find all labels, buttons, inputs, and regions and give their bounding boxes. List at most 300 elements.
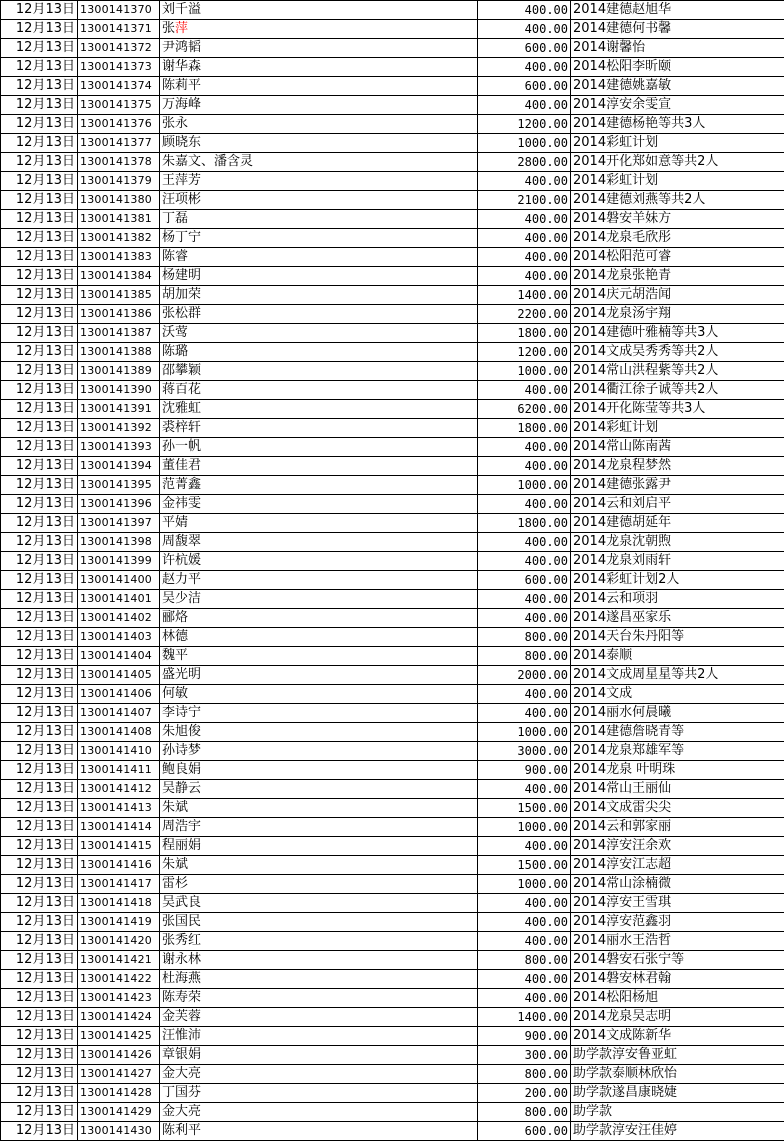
table-row	[1, 951, 784, 970]
table-row	[1, 723, 784, 742]
amount-cell: 400.00	[478, 20, 571, 39]
table-row	[1, 704, 784, 723]
table-row	[1, 381, 784, 400]
table-row	[1, 1046, 784, 1065]
receipt-number-cell: 1300141380	[78, 191, 160, 210]
receipt-number-cell: 1300141400	[78, 571, 160, 590]
note-cell: 2014庆元胡浩闻	[571, 286, 784, 305]
table-row	[1, 495, 784, 514]
amount-cell: 600.00	[478, 571, 571, 590]
note-cell: 2014龙泉张艳青	[571, 267, 784, 286]
note-cell: 2014建德何书馨	[571, 20, 784, 39]
receipt-number-cell: 1300141384	[78, 267, 160, 286]
receipt-number-cell: 1300141381	[78, 210, 160, 229]
amount-cell: 400.00	[478, 495, 571, 514]
note-cell: 2014淳安余雯宣	[571, 96, 784, 115]
note-cell: 2014天台朱丹阳等	[571, 628, 784, 647]
donor-name-cell: 张松群	[160, 305, 478, 324]
date-cell: 12月13日	[1, 856, 78, 875]
note-cell: 2014彩虹计划	[571, 134, 784, 153]
date-cell: 12月13日	[1, 267, 78, 286]
amount-cell: 600.00	[478, 1122, 571, 1141]
date-cell: 12月13日	[1, 571, 78, 590]
table-row	[1, 305, 784, 324]
receipt-number-cell: 1300141426	[78, 1046, 160, 1065]
table-row	[1, 894, 784, 913]
table-row	[1, 476, 784, 495]
note-cell: 2014建德杨艳等共3人	[571, 115, 784, 134]
note-cell: 2014常山陈南茜	[571, 438, 784, 457]
date-cell: 12月13日	[1, 20, 78, 39]
note-cell: 2014泰顺	[571, 647, 784, 666]
note-cell: 2014龙泉吴志明	[571, 1008, 784, 1027]
donor-name-cell: 章银娟	[160, 1046, 478, 1065]
note-cell: 2014常山涂楠微	[571, 875, 784, 894]
note-cell: 2014开化郑如意等共2人	[571, 153, 784, 172]
receipt-number-cell: 1300141422	[78, 970, 160, 989]
receipt-number-cell: 1300141405	[78, 666, 160, 685]
amount-cell: 400.00	[478, 267, 571, 286]
receipt-number-cell: 1300141428	[78, 1084, 160, 1103]
donor-name-cell: 刘千溢	[160, 1, 478, 20]
donor-name-text: 张	[162, 21, 176, 36]
donor-name-cell: 丁磊	[160, 210, 478, 229]
donor-name-cell: 陈睿	[160, 248, 478, 267]
date-cell: 12月13日	[1, 305, 78, 324]
amount-cell: 400.00	[478, 590, 571, 609]
note-cell: 2014淳安范鑫羽	[571, 913, 784, 932]
amount-cell: 400.00	[478, 894, 571, 913]
table-row	[1, 286, 784, 305]
donor-name-cell: 范菁鑫	[160, 476, 478, 495]
amount-cell: 400.00	[478, 533, 571, 552]
note-cell: 助学款	[571, 1103, 784, 1122]
amount-cell: 1400.00	[478, 286, 571, 305]
donor-name-cell: 裘梓轩	[160, 419, 478, 438]
table-row	[1, 419, 784, 438]
table-row	[1, 571, 784, 590]
date-cell: 12月13日	[1, 533, 78, 552]
amount-cell: 1800.00	[478, 419, 571, 438]
receipt-number-cell: 1300141399	[78, 552, 160, 571]
amount-cell: 400.00	[478, 457, 571, 476]
donor-name-cell: 陈寿荣	[160, 989, 478, 1008]
date-cell: 12月13日	[1, 704, 78, 723]
date-cell: 12月13日	[1, 970, 78, 989]
amount-cell: 2200.00	[478, 305, 571, 324]
date-cell: 12月13日	[1, 837, 78, 856]
amount-cell: 1200.00	[478, 115, 571, 134]
amount-cell: 6200.00	[478, 400, 571, 419]
date-cell: 12月13日	[1, 913, 78, 932]
table-row	[1, 742, 784, 761]
date-cell: 12月13日	[1, 761, 78, 780]
date-cell: 12月13日	[1, 723, 78, 742]
note-cell: 2014松阳范可睿	[571, 248, 784, 267]
table-row	[1, 229, 784, 248]
donor-name-cell: 何敏	[160, 685, 478, 704]
table-row	[1, 989, 784, 1008]
date-cell: 12月13日	[1, 780, 78, 799]
table-row	[1, 761, 784, 780]
table-row	[1, 1065, 784, 1084]
note-cell: 2014龙泉毛欣彤	[571, 229, 784, 248]
receipt-number-cell: 1300141377	[78, 134, 160, 153]
donor-name-cell: 金祎雯	[160, 495, 478, 514]
amount-cell: 400.00	[478, 96, 571, 115]
date-cell: 12月13日	[1, 514, 78, 533]
receipt-number-cell: 1300141389	[78, 362, 160, 381]
donor-name-cell: 朱斌	[160, 856, 478, 875]
amount-cell: 2800.00	[478, 153, 571, 172]
amount-cell: 400.00	[478, 438, 571, 457]
table-row	[1, 590, 784, 609]
note-cell: 2014建德叶雅楠等共3人	[571, 324, 784, 343]
date-cell: 12月13日	[1, 590, 78, 609]
receipt-number-cell: 1300141410	[78, 742, 160, 761]
amount-cell: 900.00	[478, 1027, 571, 1046]
donor-name-cell: 汪惟沛	[160, 1027, 478, 1046]
receipt-number-cell: 1300141382	[78, 229, 160, 248]
table-row	[1, 552, 784, 571]
donor-name-cell: 李诗宁	[160, 704, 478, 723]
amount-cell: 200.00	[478, 1084, 571, 1103]
date-cell: 12月13日	[1, 438, 78, 457]
receipt-number-cell: 1300141411	[78, 761, 160, 780]
receipt-number-cell: 1300141390	[78, 381, 160, 400]
table-row	[1, 267, 784, 286]
donation-table-body	[1, 1, 784, 1141]
table-row	[1, 1122, 784, 1141]
table-row	[1, 210, 784, 229]
note-cell: 2014文成雷尖尖	[571, 799, 784, 818]
receipt-number-cell: 1300141388	[78, 343, 160, 362]
table-row	[1, 77, 784, 96]
note-cell: 2014淳安汪余欢	[571, 837, 784, 856]
donor-name-cell: 金芙蓉	[160, 1008, 478, 1027]
receipt-number-cell: 1300141385	[78, 286, 160, 305]
note-cell: 2014彩虹计划	[571, 172, 784, 191]
note-cell: 2014建德詹晓青等	[571, 723, 784, 742]
receipt-number-cell: 1300141429	[78, 1103, 160, 1122]
table-row	[1, 533, 784, 552]
amount-cell: 400.00	[478, 552, 571, 571]
receipt-number-cell: 1300141408	[78, 723, 160, 742]
amount-cell: 400.00	[478, 210, 571, 229]
table-row	[1, 324, 784, 343]
receipt-number-cell: 1300141391	[78, 400, 160, 419]
note-cell: 助学款淳安鲁亚虹	[571, 1046, 784, 1065]
amount-cell: 1000.00	[478, 875, 571, 894]
note-cell: 2014常山王丽仙	[571, 780, 784, 799]
receipt-number-cell: 1300141374	[78, 77, 160, 96]
donor-name-cell: 周浩宇	[160, 818, 478, 837]
date-cell: 12月13日	[1, 1122, 78, 1141]
receipt-number-cell: 1300141403	[78, 628, 160, 647]
donor-name-cell: 郦烙	[160, 609, 478, 628]
date-cell: 12月13日	[1, 1103, 78, 1122]
donor-name-cell: 胡加荣	[160, 286, 478, 305]
donor-name-cell: 朱斌	[160, 799, 478, 818]
note-cell: 2014建德刘燕等共2人	[571, 191, 784, 210]
table-row	[1, 913, 784, 932]
note-cell: 2014淳安王雪琪	[571, 894, 784, 913]
date-cell: 12月13日	[1, 666, 78, 685]
date-cell: 12月13日	[1, 951, 78, 970]
donor-name-cell: 张秀红	[160, 932, 478, 951]
donor-name-cell: 董佳君	[160, 457, 478, 476]
donor-name-cell: 吴静云	[160, 780, 478, 799]
note-cell: 2014磐安羊妹方	[571, 210, 784, 229]
date-cell: 12月13日	[1, 628, 78, 647]
date-cell: 12月13日	[1, 875, 78, 894]
date-cell: 12月13日	[1, 77, 78, 96]
donor-name-cell	[160, 20, 478, 39]
receipt-number-cell: 1300141425	[78, 1027, 160, 1046]
amount-cell: 3000.00	[478, 742, 571, 761]
donor-name-cell: 陈莉平	[160, 77, 478, 96]
table-row	[1, 172, 784, 191]
receipt-number-cell: 1300141420	[78, 932, 160, 951]
table-row	[1, 970, 784, 989]
note-cell: 2014松阳杨旭	[571, 989, 784, 1008]
receipt-number-cell: 1300141392	[78, 419, 160, 438]
table-row	[1, 856, 784, 875]
date-cell: 12月13日	[1, 932, 78, 951]
note-cell: 2014云和郭家丽	[571, 818, 784, 837]
table-row	[1, 780, 784, 799]
date-cell: 12月13日	[1, 134, 78, 153]
date-cell: 12月13日	[1, 1027, 78, 1046]
note-cell: 2014丽水何晨曦	[571, 704, 784, 723]
note-cell: 2014磐安石张宁等	[571, 951, 784, 970]
table-row	[1, 191, 784, 210]
note-cell: 2014建德胡延年	[571, 514, 784, 533]
amount-cell: 800.00	[478, 1103, 571, 1122]
amount-cell: 800.00	[478, 1065, 571, 1084]
table-row	[1, 153, 784, 172]
donor-name-cell: 盛光明	[160, 666, 478, 685]
table-row	[1, 343, 784, 362]
donor-name-cell: 金大亮	[160, 1065, 478, 1084]
table-row	[1, 685, 784, 704]
table-row	[1, 514, 784, 533]
receipt-number-cell: 1300141417	[78, 875, 160, 894]
donor-name-cell: 平婧	[160, 514, 478, 533]
donor-name-cell: 邵攀颖	[160, 362, 478, 381]
date-cell: 12月13日	[1, 381, 78, 400]
table-row	[1, 1103, 784, 1122]
note-cell: 2014彩虹计划	[571, 419, 784, 438]
receipt-number-cell: 1300141387	[78, 324, 160, 343]
amount-cell: 600.00	[478, 39, 571, 58]
donor-name-cell: 沃莺	[160, 324, 478, 343]
date-cell: 12月13日	[1, 115, 78, 134]
note-cell: 2014云和刘启平	[571, 495, 784, 514]
note-cell: 2014磐安林君翰	[571, 970, 784, 989]
donor-name-cell: 谢华森	[160, 58, 478, 77]
date-cell: 12月13日	[1, 286, 78, 305]
amount-cell: 400.00	[478, 248, 571, 267]
receipt-number-cell: 1300141424	[78, 1008, 160, 1027]
date-cell: 12月13日	[1, 324, 78, 343]
receipt-number-cell: 1300141401	[78, 590, 160, 609]
donor-name-cell: 杜海燕	[160, 970, 478, 989]
donor-name-cell: 许杭媛	[160, 552, 478, 571]
receipt-number-cell: 1300141404	[78, 647, 160, 666]
table-row	[1, 20, 784, 39]
donor-name-cell: 朱嘉文、潘含灵	[160, 153, 478, 172]
receipt-number-cell: 1300141383	[78, 248, 160, 267]
receipt-number-cell: 1300141395	[78, 476, 160, 495]
date-cell: 12月13日	[1, 685, 78, 704]
amount-cell: 300.00	[478, 1046, 571, 1065]
receipt-number-cell: 1300141407	[78, 704, 160, 723]
date-cell: 12月13日	[1, 210, 78, 229]
donor-name-cell: 张国民	[160, 913, 478, 932]
note-cell: 2014遂昌巫家乐	[571, 609, 784, 628]
amount-cell: 400.00	[478, 685, 571, 704]
date-cell: 12月13日	[1, 799, 78, 818]
note-cell: 2014开化陈莹等共3人	[571, 400, 784, 419]
date-cell: 12月13日	[1, 1, 78, 20]
table-row	[1, 39, 784, 58]
receipt-number-cell: 1300141415	[78, 837, 160, 856]
amount-cell: 2000.00	[478, 666, 571, 685]
table-row	[1, 837, 784, 856]
amount-cell: 400.00	[478, 913, 571, 932]
receipt-number-cell: 1300141370	[78, 1, 160, 20]
donor-name-highlight: 萍	[175, 21, 189, 36]
date-cell: 12月13日	[1, 153, 78, 172]
note-cell: 2014淳安江志超	[571, 856, 784, 875]
note-cell: 2014龙泉沈朝煦	[571, 533, 784, 552]
table-row	[1, 799, 784, 818]
amount-cell: 1000.00	[478, 476, 571, 495]
receipt-number-cell: 1300141430	[78, 1122, 160, 1141]
date-cell: 12月13日	[1, 1084, 78, 1103]
donor-name-cell: 周馥翠	[160, 533, 478, 552]
receipt-number-cell: 1300141379	[78, 172, 160, 191]
receipt-number-cell: 1300141394	[78, 457, 160, 476]
note-cell: 2014建德张露尹	[571, 476, 784, 495]
date-cell: 12月13日	[1, 362, 78, 381]
note-cell: 2014衢江徐子诚等共2人	[571, 381, 784, 400]
table-row	[1, 1, 784, 20]
note-cell: 2014文成	[571, 685, 784, 704]
note-cell: 2014龙泉程梦然	[571, 457, 784, 476]
amount-cell: 400.00	[478, 989, 571, 1008]
amount-cell: 400.00	[478, 381, 571, 400]
donor-name-cell: 吴少洁	[160, 590, 478, 609]
amount-cell: 400.00	[478, 609, 571, 628]
amount-cell: 1400.00	[478, 1008, 571, 1027]
date-cell: 12月13日	[1, 229, 78, 248]
donor-name-cell: 雷杉	[160, 875, 478, 894]
amount-cell: 400.00	[478, 932, 571, 951]
donor-name-cell: 魏平	[160, 647, 478, 666]
date-cell: 12月13日	[1, 419, 78, 438]
receipt-number-cell: 1300141373	[78, 58, 160, 77]
note-cell: 2014龙泉刘雨轩	[571, 552, 784, 571]
note-cell: 2014松阳李昕颐	[571, 58, 784, 77]
donor-name-cell: 陈利平	[160, 1122, 478, 1141]
note-cell: 2014龙泉汤宇翔	[571, 305, 784, 324]
receipt-number-cell: 1300141406	[78, 685, 160, 704]
table-row	[1, 58, 784, 77]
date-cell: 12月13日	[1, 343, 78, 362]
table-row	[1, 457, 784, 476]
note-cell: 助学款遂昌康晓婕	[571, 1084, 784, 1103]
table-row	[1, 666, 784, 685]
receipt-number-cell: 1300141412	[78, 780, 160, 799]
receipt-number-cell: 1300141386	[78, 305, 160, 324]
donor-name-cell: 蒋百花	[160, 381, 478, 400]
receipt-number-cell: 1300141421	[78, 951, 160, 970]
note-cell: 2014文成吴秀秀等共2人	[571, 343, 784, 362]
receipt-number-cell: 1300141398	[78, 533, 160, 552]
donor-name-cell: 万海峰	[160, 96, 478, 115]
receipt-number-cell: 1300141393	[78, 438, 160, 457]
receipt-number-cell: 1300141375	[78, 96, 160, 115]
table-row	[1, 1008, 784, 1027]
date-cell: 12月13日	[1, 1046, 78, 1065]
table-row	[1, 932, 784, 951]
amount-cell: 400.00	[478, 970, 571, 989]
table-row	[1, 96, 784, 115]
amount-cell: 400.00	[478, 58, 571, 77]
date-cell: 12月13日	[1, 172, 78, 191]
note-cell: 2014文成周星星等共2人	[571, 666, 784, 685]
donor-name-cell: 程丽娟	[160, 837, 478, 856]
amount-cell: 1000.00	[478, 723, 571, 742]
amount-cell: 1000.00	[478, 818, 571, 837]
amount-cell: 1500.00	[478, 856, 571, 875]
amount-cell: 800.00	[478, 628, 571, 647]
receipt-number-cell: 1300141402	[78, 609, 160, 628]
amount-cell: 1000.00	[478, 362, 571, 381]
table-row	[1, 134, 784, 153]
amount-cell: 2100.00	[478, 191, 571, 210]
amount-cell: 900.00	[478, 761, 571, 780]
donor-name-cell: 尹鸿韬	[160, 39, 478, 58]
receipt-number-cell: 1300141378	[78, 153, 160, 172]
donor-name-cell: 杨丁宁	[160, 229, 478, 248]
donor-name-cell: 王萍芳	[160, 172, 478, 191]
amount-cell: 400.00	[478, 229, 571, 248]
donor-name-cell: 鲍良娟	[160, 761, 478, 780]
date-cell: 12月13日	[1, 400, 78, 419]
table-row	[1, 400, 784, 419]
date-cell: 12月13日	[1, 495, 78, 514]
donor-name-cell: 赵力平	[160, 571, 478, 590]
table-row	[1, 875, 784, 894]
date-cell: 12月13日	[1, 818, 78, 837]
donor-name-cell: 张永	[160, 115, 478, 134]
table-row	[1, 438, 784, 457]
amount-cell: 1000.00	[478, 134, 571, 153]
table-row	[1, 818, 784, 837]
donor-name-cell: 孙一帆	[160, 438, 478, 457]
amount-cell: 1800.00	[478, 514, 571, 533]
receipt-number-cell: 1300141376	[78, 115, 160, 134]
amount-cell: 800.00	[478, 951, 571, 970]
receipt-number-cell: 1300141414	[78, 818, 160, 837]
note-cell: 2014建德姚嘉敏	[571, 77, 784, 96]
table-row	[1, 1027, 784, 1046]
receipt-number-cell: 1300141416	[78, 856, 160, 875]
amount-cell: 800.00	[478, 647, 571, 666]
